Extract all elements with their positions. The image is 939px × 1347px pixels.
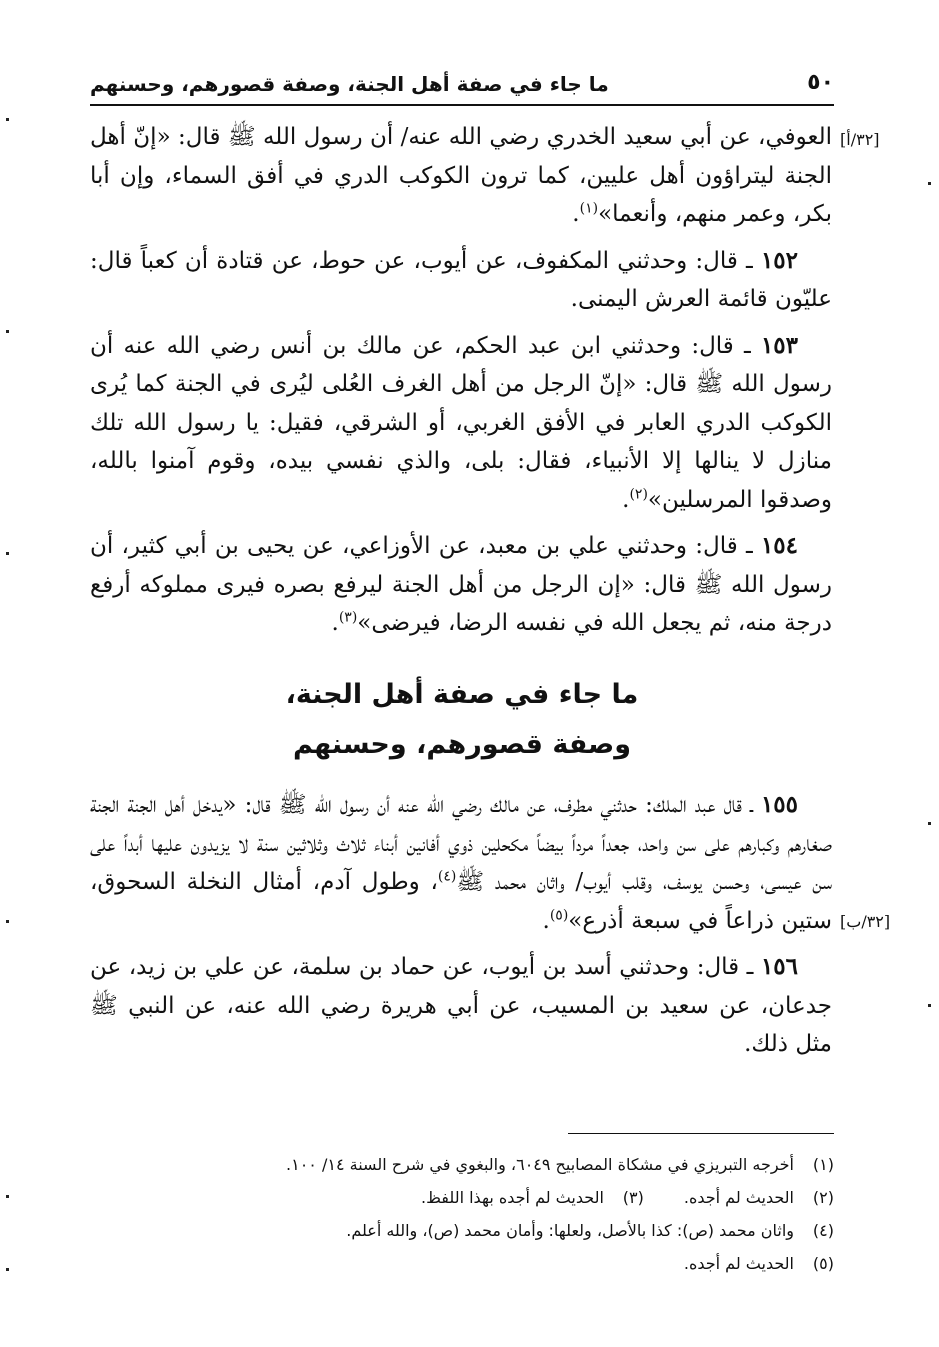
hadith-number: ١٥٣ bbox=[760, 331, 798, 359]
footnote-2-3: (٢)الحديث لم أجده.(٣)الحديث لم أجده بهذا اللفظ. bbox=[150, 1181, 834, 1214]
hadith-153: ١٥٣ ـ قال: وحدثني ابن عبد الحكم، عن مالك بن أنس رضي الله عنه أن رسول الله ﷺ قال: «إنّ الرجل من أهل الغرف العُلى ليُرى في الجنة كما يُرى الكوكب الدري العابر في الأفق الغربي، أو الشرقي، فقيل: يا رسول الله تلك منازل لا ينالها إلا الأنبياء، فقال: بلى، والذي نفسي بيده، وقوم آمنوا بالله، وصدقوا المرسلين»$^{(٢)}$. bbox=[90, 331, 832, 513]
section-heading-line2: وصفة قصورهم، وحسنهم bbox=[292, 729, 632, 760]
footnote-ref[interactable]: (٤) bbox=[437, 868, 457, 885]
scan-speck bbox=[6, 118, 9, 121]
hadith-155: ١٥٥ ـ قال عبد الملك: حدثني مطرف، عن مالك رضي الله عنه أن رسول الله ﷺ قال: «يدخل أهل الجنة الجنة صغارهم وكبارهم على سن واحد، جعداً مرداً بيضاً مكحلين ذوي أفانين أبناء ثلاث وثلاثين سنة لا يزيدون عليها أبداً على سن عيسى، وحسن يوسف، وقلب أيوب/ واثان محمد ﷺ$^{(٤)}$، وطول آدم، أمثال النخلة السحوق، ستين ذراعاً في سبعة أذرع»$^{(٥)}$. bbox=[90, 791, 832, 934]
page-number: ٥٠ bbox=[807, 70, 834, 95]
hadith-number: ١٥٥ bbox=[760, 791, 798, 818]
footnote-3: (٣) bbox=[622, 1188, 644, 1207]
margin-note-folio-32a: [٣٢/أ] bbox=[840, 130, 880, 149]
footnote-5: (٥)الحديث لم أجده. bbox=[683, 1254, 834, 1273]
hadith-156: ١٥٦ ـ قال: وحدثني أسد بن أيوب، عن حماد بن سلمة، عن علي بن زيد، عن جدعان، عن سعيد بن المسيب، عن أبي هريرة رضي الله عنه، عن النبي ﷺ مثل ذلك. bbox=[90, 953, 832, 1057]
scan-speck bbox=[6, 920, 9, 923]
footnote-ref[interactable]: (٣) bbox=[338, 609, 358, 626]
page-header bbox=[90, 62, 834, 106]
footnote-rule bbox=[568, 1133, 834, 1134]
section-heading-line1: ما جاء في صفة أهل الجنة، bbox=[285, 679, 639, 710]
hadith-152: ١٥٢ ـ قال: وحدثني المكفوف، عن أيوب، عن حوط، عن قتادة أن كعباً قال: عليّون قائمة العرش اليمنى. bbox=[90, 246, 832, 312]
scan-speck bbox=[928, 822, 931, 825]
hadith-154: ١٥٤ ـ قال: وحدثني علي بن معبد، عن الأوزاعي، عن يحيى بن أبي كثير، أن رسول الله ﷺ قال: «إن الرجل من أهل الجنة ليرفع بصره فيرى مملوكه أرفع درجة منه، ثم يجعل الله في نفسه الرضا، فيرضى»$^{(٣)}$. bbox=[90, 532, 832, 636]
running-title: ما جاء في صفة أهل الجنة، وصفة قصورهم، وحسنهم bbox=[90, 72, 609, 96]
footnote-1: (١)أخرجه التبريزي في مشكاة المصابيح ٦٠٤٩، والبغوي في شرح السنة ١٤/ ١٠٠. bbox=[286, 1155, 834, 1174]
scan-speck bbox=[6, 1268, 9, 1271]
hadith-number: ١٥٤ bbox=[760, 532, 798, 559]
footnote-ref[interactable]: (١) bbox=[579, 200, 599, 217]
margin-note-folio-32b: [٣٢/ب] bbox=[840, 912, 891, 931]
hadith-number: ١٥٦ bbox=[760, 953, 798, 980]
header-rule bbox=[90, 104, 834, 106]
footnote-4: (٤)واثان محمد (ص): كذا بالأصل، ولعلها: وأمان محمد (ص)، والله أعلم. bbox=[346, 1221, 834, 1240]
footnotes bbox=[150, 1148, 834, 1280]
scan-speck bbox=[6, 330, 9, 333]
main-text-top bbox=[90, 118, 832, 651]
footnote-ref[interactable]: (٢) bbox=[629, 485, 648, 502]
footnote-ref[interactable]: (٥) bbox=[549, 906, 569, 923]
hadith-number: ١٥٢ bbox=[760, 246, 798, 274]
scan-speck bbox=[6, 1195, 9, 1198]
main-text-bottom bbox=[90, 786, 832, 1072]
scan-speck bbox=[6, 552, 9, 555]
paragraph-continuation: العوفي، عن أبي سعيد الخدري رضي الله عنه/ أن رسول الله ﷺ قال: «إنّ أهل الجنة ليتراؤون أهل عليين، كما ترون الكوكب الدري في أفق السماء، وإن أبا بكر، وعمر منهم، وأنعما»$^{(١)}$. bbox=[90, 124, 832, 227]
scan-speck bbox=[928, 182, 931, 185]
scan-speck bbox=[928, 1004, 931, 1007]
